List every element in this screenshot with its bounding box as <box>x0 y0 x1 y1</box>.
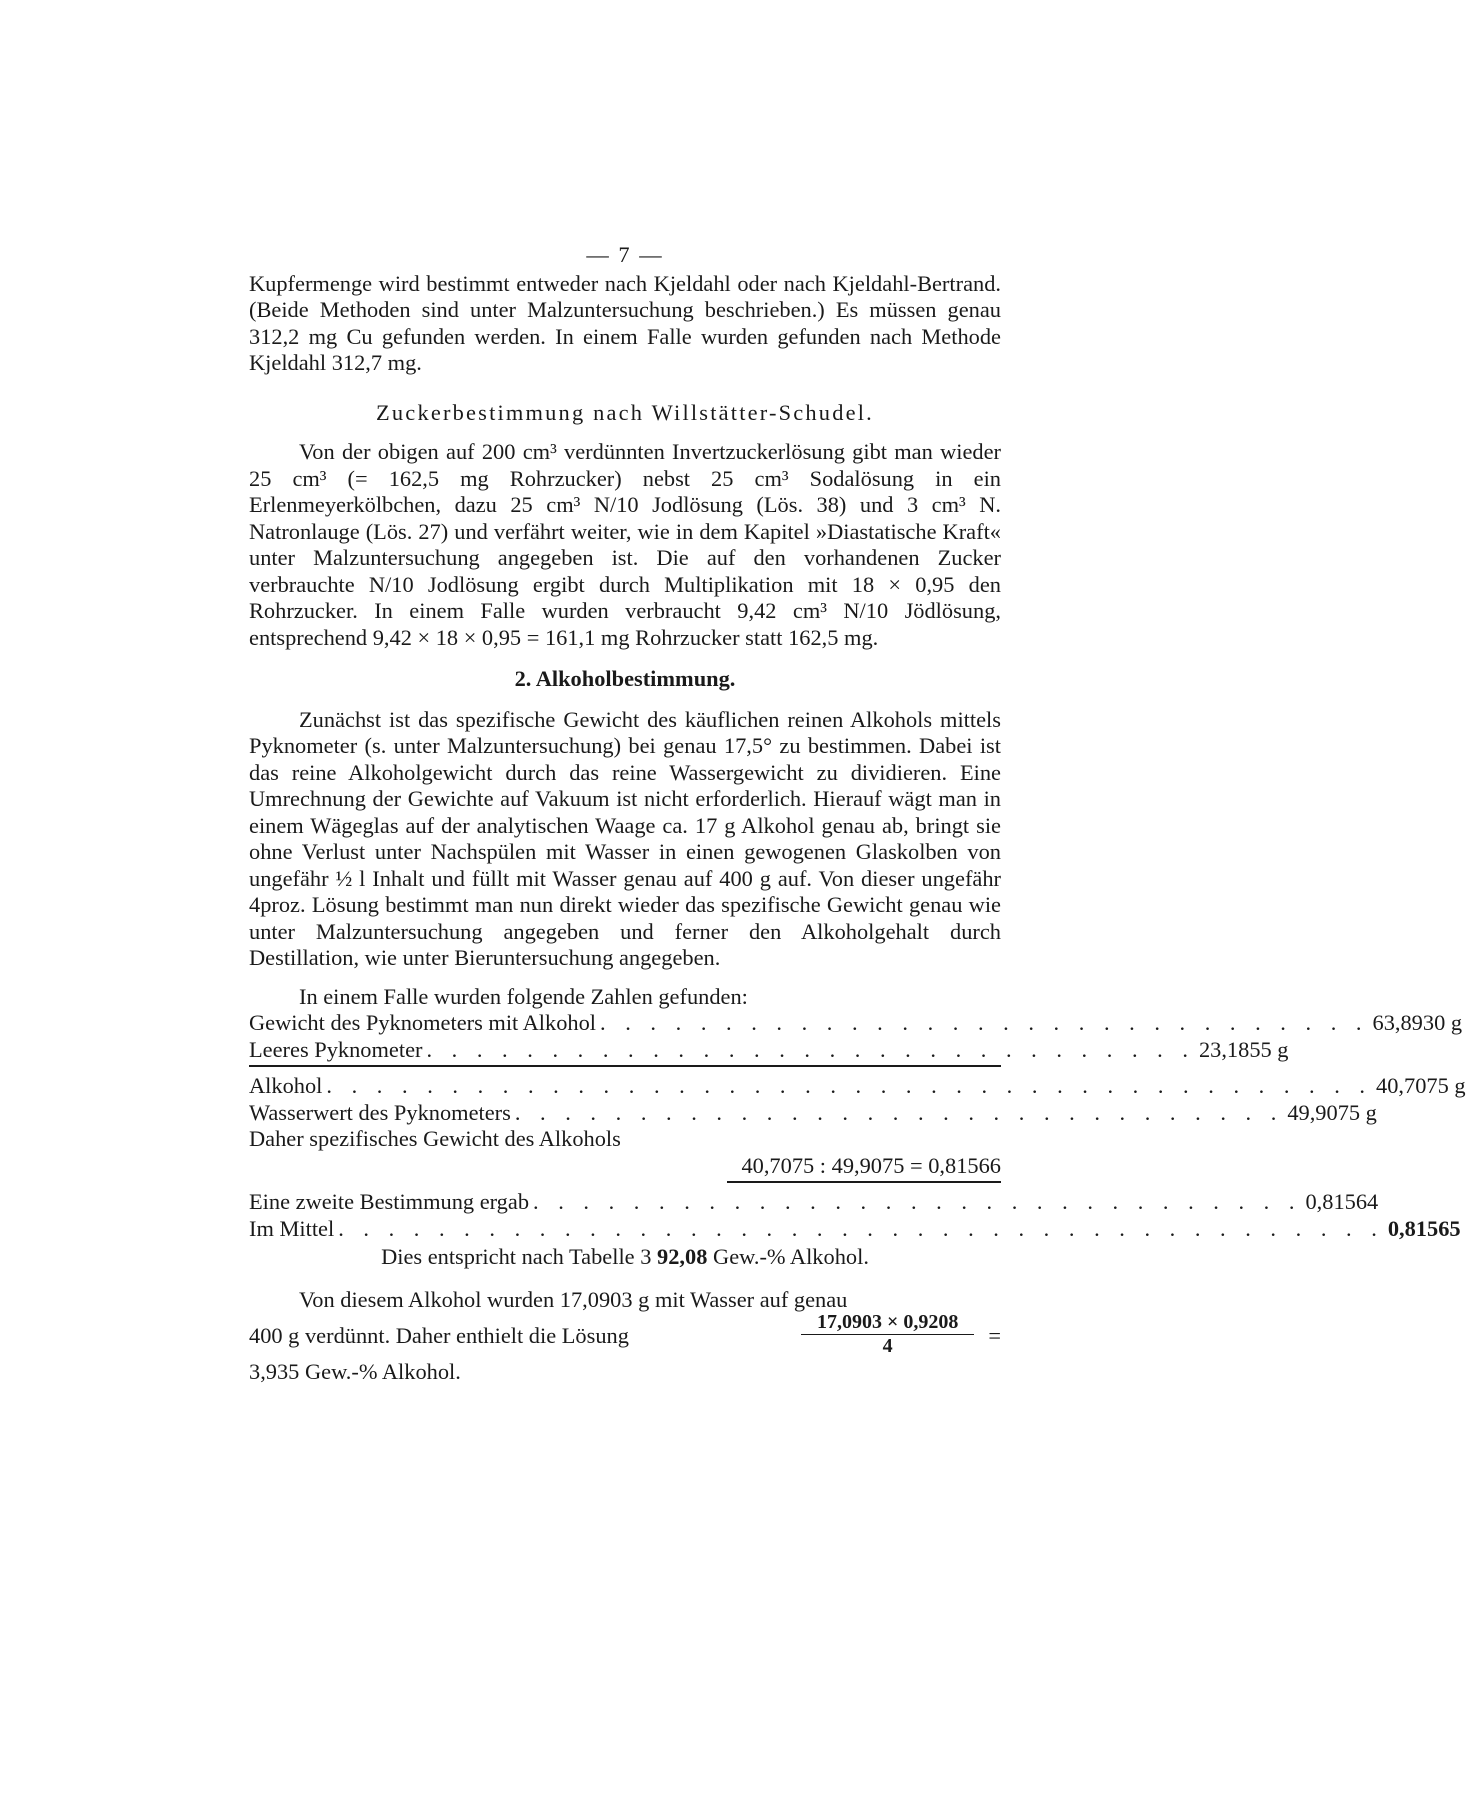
table-row <box>249 1036 1289 1068</box>
leader-dots: . . . . . . . . . . . . . . . . . . . . . . . . . . . . . . . <box>533 1189 1302 1214</box>
fraction-numerator: 17,0903 × 0,9208 <box>801 1311 974 1335</box>
table-intro: In einem Falle wurden folgende Zahlen gefunden: <box>299 983 748 1009</box>
leader-dots: . . . . . . . . . . . . . . . . . . . . . . . . . . . . . . . . . . . . . . . . . . <box>326 1073 1373 1098</box>
paragraph-zucker: Von der obigen auf 200 cm³ verdünnten Invertzuckerlösung gibt man wieder 25 cm³ (= 162,5 mg Rohrzucker) nebst 25 cm³ Sodalösung in ein Erlenmeyerkölbchen, dazu 25 cm³ N/10 Jodlösung (Lös. 38) und 3 cm³ N. Natronlauge (Lös. 27) und verfährt weiter, wie in dem Kapitel »Diastatische Kraft« unter Malzuntersuchung angegeben ist. Die auf den vorhandenen Zucker verbrauchte N/10 Jodlösung ergibt durch Multiplikation mit 18 × 0,95 den Rohrzucker. In einem Falle wurden verbraucht 9,42 cm³ N/10 Jödlösung, entsprechend 9,42 × 18 × 0,95 = 161,1 mg Rohrzucker statt 162,5 mg. <box>249 439 1001 650</box>
row-label: Wasserwert des Pyknometers <box>249 1099 511 1125</box>
fraction-group <box>793 1313 1001 1359</box>
result-suffix: Gew.-% Alkohol. <box>713 1244 869 1269</box>
table-row <box>249 1215 1461 1243</box>
paragraph-alkohol: Zunächst ist das spezifische Gewicht des käuflichen reinen Alkohols mittels Pyknometer (s. unter Malzuntersuchung) bei genau 17,5° zu bestimmen. Dabei ist das reine Alkoholgewicht durch das reine Wassergewicht zu dividieren. Eine Umrechnung der Gewichte auf Vakuum ist nicht erforderlich. Hierauf wägt man in einem Wägeglas auf der analytischen Waage ca. 17 g Alkohol genau ab, bringt sie ohne Verlust unter Nachspülen mit Wasser in einen gewogenen Glaskolben von ungefähr ½ l Inhalt und füllt mit Wasser genau auf 400 g auf. Von dieser ungefähr 4proz. Lösung bestimmt man nun direkt wieder das spezifische Gewicht genau wie unter Malzuntersuchung angegeben und ferner den Alkoholgehalt durch Destillation, wie unter Bieruntersuchung angegeben. <box>249 706 1001 970</box>
leader-dots: . . . . . . . . . . . . . . . . . . . . . . . . . . . . . . . <box>514 1099 1284 1125</box>
row-label: Daher spezifisches Gewicht des Alkohols <box>249 1126 621 1151</box>
final-line-3: 3,935 Gew.-% Alkohol. <box>249 1359 461 1384</box>
final-line-2-text: 400 g verdünnt. Daher enthielt die Lösung <box>249 1322 629 1348</box>
final-line-1: Von diesem Alkohol wurden 17,0903 g mit Wasser auf genau <box>299 1286 848 1312</box>
page-number: — 7 — <box>586 242 664 267</box>
row-label: Gewicht des Pyknometers mit Alkohol <box>249 1010 597 1035</box>
leader-dots: . . . . . . . . . . . . . . . . . . . . . . . . . . . . . . . . . . . . . . . . . . <box>338 1215 1384 1241</box>
result-prefix: Dies entspricht nach Tabelle 3 <box>381 1244 652 1269</box>
result-value: 92,08 <box>657 1244 708 1269</box>
paragraph-copper: Kupfermenge wird bestimmt entweder nach Kjeldahl oder nach Kjeldahl-Bertrand. (Beide Methoden sind unter Malzuntersuchung beschrieben.) Es müssen genau 312,2 mg Cu gefunden werden. In einem Falle wurden gefunden nach Methode Kjeldahl 312,7 mg. <box>249 270 1001 375</box>
table-row <box>249 1189 1379 1216</box>
final-line-2 <box>249 1313 1001 1359</box>
row-value: 63,8930 g <box>1372 1010 1463 1035</box>
table-row <box>249 1010 1463 1037</box>
leader-dots: . . . . . . . . . . . . . . . . . . . . . . . . . . . . . . . <box>600 1010 1369 1035</box>
row-label: Leeres Pyknometer <box>249 1036 423 1062</box>
table-row <box>249 1099 1377 1127</box>
text-block <box>249 242 1466 1386</box>
row-label: Eine zweite Bestimmung ergab <box>249 1189 530 1214</box>
row-value: 49,9075 g <box>1287 1099 1377 1125</box>
section-heading-zucker: Zuckerbestimmung nach Willstätter-Schudel. <box>376 399 874 425</box>
row-value: 0,81564 <box>1305 1189 1379 1214</box>
section-heading-alkohol: 2. Alkoholbestimmung. <box>514 666 736 691</box>
leader-dots: . . . . . . . . . . . . . . . . . . . . . . . . . . . . . . . <box>426 1036 1195 1062</box>
table-row <box>249 1126 1001 1153</box>
row-value: 23,1855 g <box>1198 1036 1289 1062</box>
fraction-denominator: 4 <box>882 1335 893 1357</box>
table-row <box>249 1073 1466 1100</box>
row-label: Im Mittel <box>249 1215 335 1241</box>
equals-sign: = <box>988 1322 1001 1348</box>
row-value: 40,7075 g <box>1376 1073 1466 1098</box>
row-label: Alkohol <box>249 1073 323 1098</box>
equation-row <box>249 1153 1001 1190</box>
measurement-table <box>249 1010 1466 1242</box>
fraction <box>801 1311 974 1357</box>
spacer <box>249 1271 1001 1281</box>
row-value: 0,81565 <box>1387 1215 1461 1241</box>
equation: 40,7075 : 49,9075 = 0,81566 <box>727 1153 1001 1184</box>
spacer <box>249 972 1001 984</box>
result-line <box>249 1244 1001 1271</box>
